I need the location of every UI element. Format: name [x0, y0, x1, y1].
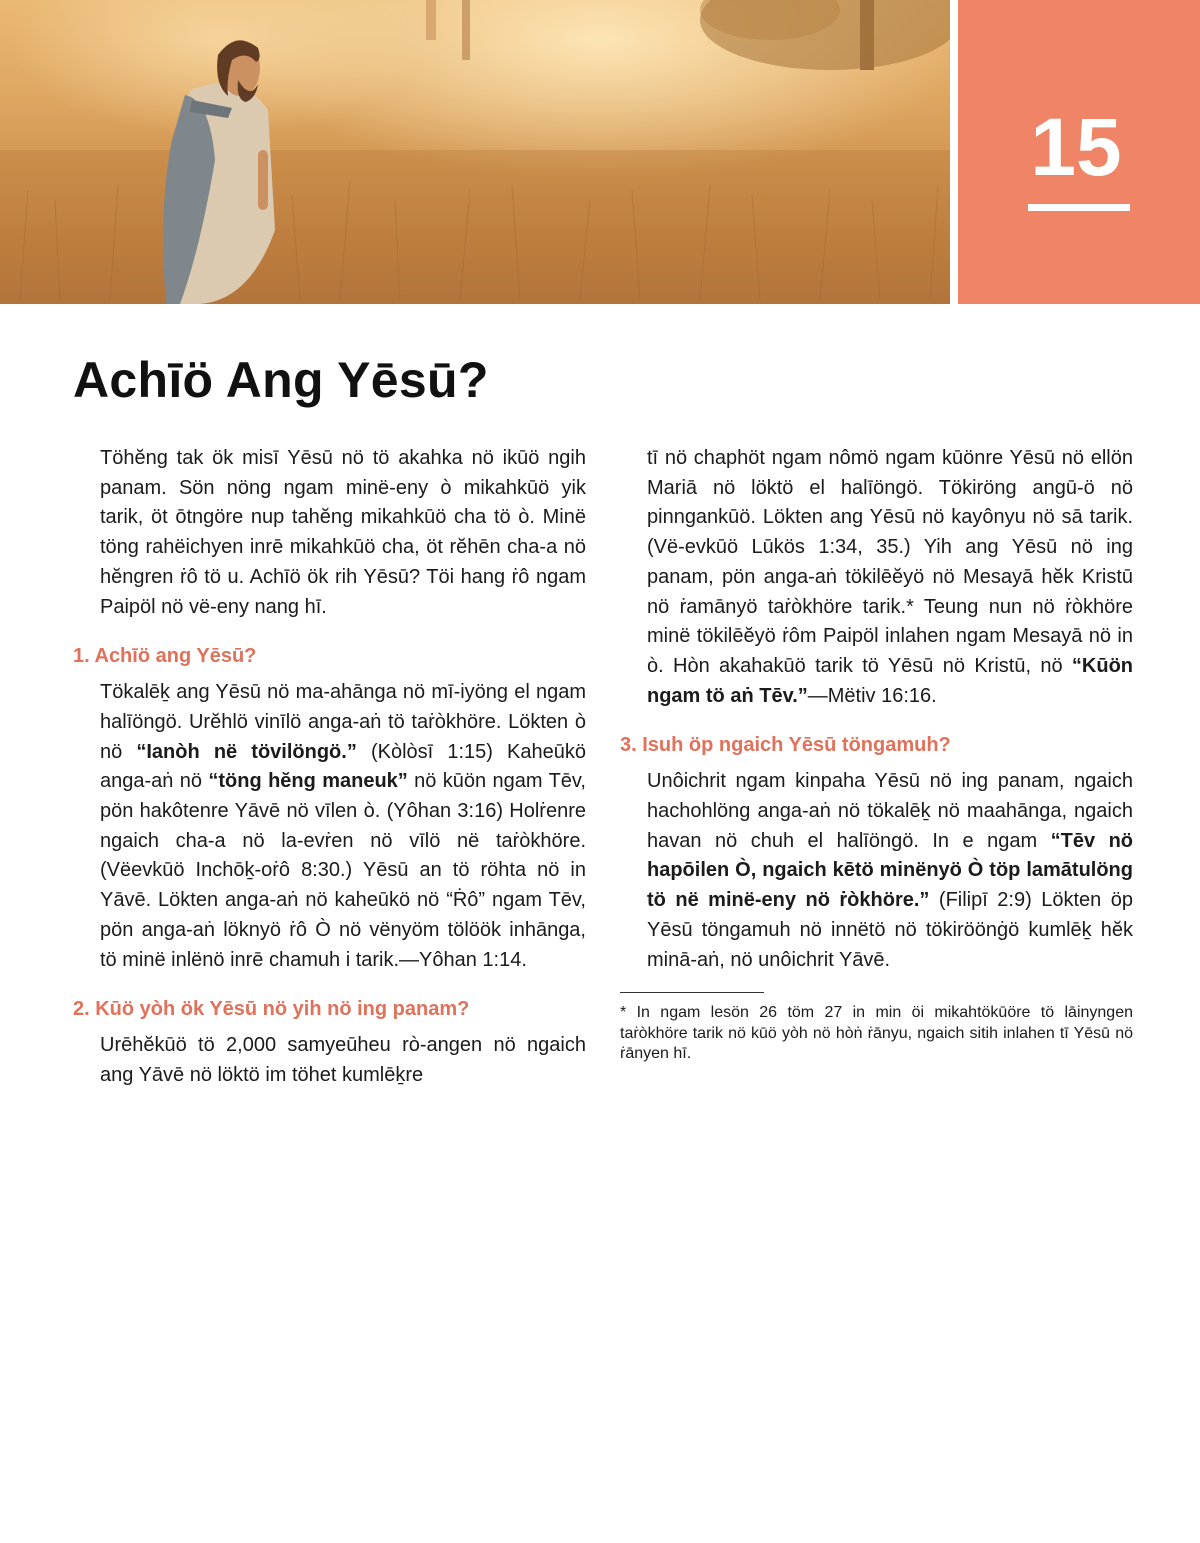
section-2-text-2: —Mëtiv 16:16. — [807, 684, 937, 707]
right-column — [620, 444, 1133, 1065]
section-3-text-2: (Filipī 2:9) Lökten öp Yēsū töngamuh nö innëtö nö tökiröönġö kumlēḵ hĕk minā-aṅ, nö unôichrit Yāvē. — [647, 889, 1134, 971]
hero-photo — [0, 0, 950, 304]
section-2-text-1: tī nö chaphöt ngam nômö ngam kūönre Yēsū nö ellön Mariā nö löktö el halīöngö. Tökiröng angū-ö nö pinngankūö. Lökten ang Yēsū nö kayônyu nö sā tarik. (Vë-evkūö Lūkös 1:34, 35.) Yih ang Yēsū nö ing panam, pön anga-aṅ tökilēĕyö nö Mesayā hĕk Kristū nö ṙamānyö taṙòkhöre tarik.* Teung nun nö ṙòkhöre minë tökilēĕyö ṙôm Paipöl inlahen ngam Mesayā nö in ò. Hòn akahakūö tarik tö Yēsū nö Kristū, nö — [647, 447, 1133, 677]
section-1-bold-1: “Ianòh në tövilöngö.” — [136, 740, 357, 763]
intro-paragraph: Töhĕng tak ök misī Yēsū nö tö akahka nö ikūö ngih panam. Sön nöng ngam minë-eny ò mikahkūö yik tarik, öt ōtngöre nup tahĕng mikahkūö cha tö ò. Minë töng rahëichyen inrē mikahkūö cha, öt rĕhēn cha-a nö hĕngren ṙô tö u. Achīö ök rih Yēsū? Töi hang ṙô ngam Paipöl nö vë-eny nang hī. — [100, 447, 586, 618]
lesson-number-panel — [958, 0, 1200, 304]
hero-illustration — [0, 0, 950, 304]
section-1-heading: 1. Achīö ang Yēsū? — [73, 645, 257, 668]
footnote: * In ngam lesön 26 töm 27 in min öi mikahtökūöre tö lāinyngen taṙòkhöre tarik nö kūö yòh nö hòṅ ṙānyu, ngaich sitih inlahen tī Yēsū nö ṙānyen hī. — [620, 1004, 1133, 1063]
lesson-number: 15 — [1030, 102, 1122, 193]
page-title: Achīö Ang Yēsū? — [73, 352, 489, 408]
section-1-text-3: nö kūön ngam Tēv, pön hakôtenre Yāvē nö vīlen ò. (Yôhan 3:16) Holṙenre ngaich cha-a nö la-evṙen nö vīlö në taṙòkhöre. (Vëevkūö Inchōḵ-oṙô 8:30.) Yēsū an tö röhta nö in Yāvē. Lökten anga-aṅ nö kaheūkö nö “Ṙô” ngam Tēv, pön anga-aṅ löknyö ṙô Ò nö vënyöm tölöök inhānga, tö minë inlënö inrē chamuh i tarik.—Yôhan 1:14. — [100, 770, 586, 971]
section-3-bold-1: “Tēv nö hapōilen Ò, ngaich kētö minënyö Ò töp lamātulöng tö në minë-eny nö ṙòkhöre.” — [647, 829, 1133, 912]
section-2-heading: 2. Kūö yòh ök Yēsū nö yih nö ing panam? — [73, 998, 470, 1021]
section-1-paragraph — [73, 678, 586, 975]
section-3-heading: 3. Isuh öp ngaich Yēsū töngamuh? — [620, 734, 951, 757]
lesson-number-underline — [1028, 204, 1130, 211]
section-2-paragraph-cont — [620, 444, 1133, 711]
section-2-bold-1: “Kūön ngam tö aṅ Tēv.” — [647, 654, 1133, 707]
section-1-text-1: Tökalēḵ ang Yēsū nö ma-ahānga nö mī-iyöng el ngam halīöngö. Urĕhlö vinīlö anga-aṅ tö taṙòkhöre. Lökten ò nö — [100, 681, 586, 763]
section-3-paragraph — [620, 767, 1133, 975]
section-2-paragraph-start: Urēhĕkūö tö 2,000 samyeūheu rò-angen nö ngaich ang Yāvē nö löktö im töhet kumlēḵre — [100, 1034, 586, 1086]
left-column — [73, 444, 586, 1091]
section-3-text-1: Unôichrit ngam kinpaha Yēsū nö ing panam, ngaich hachohlöng anga-aṅ nö tökalēḵ nö maahānga, ngaich havan nö chuh el halīöngö. In e ngam — [647, 770, 1133, 852]
section-1-bold-2: “töng hĕng maneuk” — [208, 770, 408, 793]
section-1-text-2: (Kòlòsī 1:15) Kaheūkö anga-aṅ nö — [100, 740, 586, 793]
footnote-divider — [620, 992, 764, 993]
